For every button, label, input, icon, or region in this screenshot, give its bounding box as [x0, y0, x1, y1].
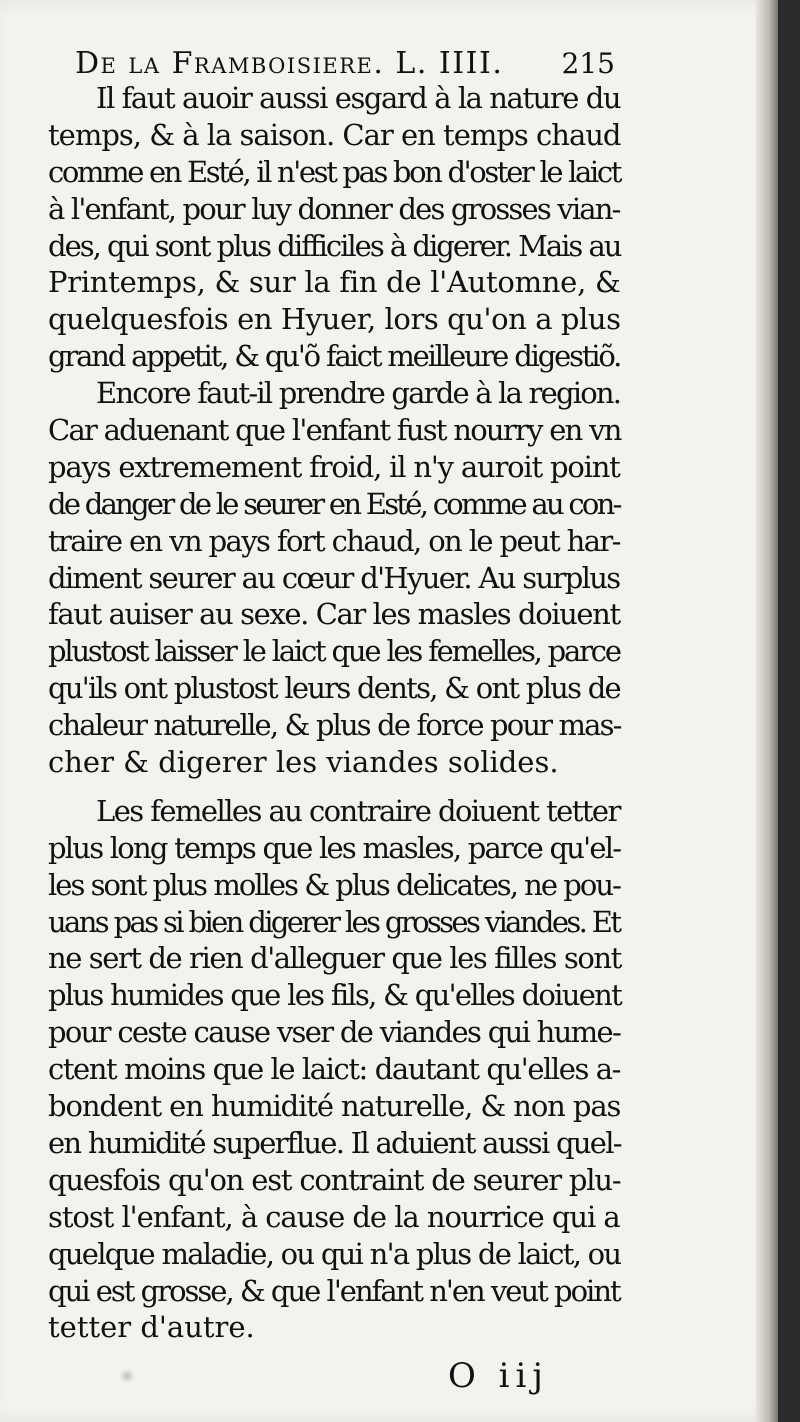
text-line: ctent moins que le laict: dautant qu'elles a- — [48, 1052, 621, 1087]
text-line: chaleur naturelle, & plus de force pour mas- — [48, 708, 621, 743]
running-header — [75, 46, 615, 81]
text-line: à l'enfant, pour luy donner des grosses vian- — [48, 191, 620, 226]
page-number: 215 — [561, 47, 615, 80]
text-line: cher & digerer les viandes solides. — [48, 745, 559, 780]
bleed-through — [610, 80, 760, 680]
text-line: plustost laisser le laict que les femelles, parce — [48, 634, 620, 669]
text-line: en humidité superflue. Il aduient aussi quel- — [48, 1125, 621, 1160]
text-line: temps, & à la saison. Car en temps chaud — [48, 117, 621, 152]
text-line: grand appetit, & qu'õ faict meilleure digestiõ. — [48, 339, 621, 374]
text-line: pour ceste cause vser de viandes qui hume- — [48, 1015, 621, 1050]
text-line: stost l'enfant, à cause de la nourrice qui a — [48, 1199, 620, 1234]
text-line: plus humides que les fils, & qu'elles doiuent — [48, 978, 622, 1013]
text-line: diment seurer au cœur d'Hyuer. Au surplus — [48, 560, 620, 595]
text-line: Il faut auoir aussi esgard à la nature du — [96, 81, 621, 115]
text-line: tetter d'autre. — [48, 1310, 255, 1345]
body-text — [48, 80, 620, 1346]
text-line: Encore faut-il prendre garde à la region. — [96, 376, 621, 411]
text-line: qu'ils ont plustost leurs dents, & ont plus de — [48, 671, 620, 706]
text-line: Les femelles au contraire doiuent tetter — [96, 793, 620, 828]
text-line: comme en Esté, il n'est pas bon d'oster le laict — [48, 154, 621, 189]
text-line: quelque maladie, ou qui n'a plus de laict, ou — [48, 1236, 621, 1271]
text-line: traire en vn pays fort chaud, on le peut har- — [48, 523, 620, 558]
text-line: qui est grosse, & que l'enfant n'en veut point — [48, 1273, 620, 1308]
ink-speck — [118, 1370, 136, 1382]
text-line: les sont plus molles & plus delicates, ne pou- — [48, 867, 620, 902]
text-line: quelquesfois en Hyuer, lors qu'on a plus — [48, 302, 621, 337]
paragraph-gap — [48, 781, 620, 793]
text-line: pays extremement froid, il n'y auroit point — [48, 449, 620, 484]
signature-mark: O iij — [448, 1356, 549, 1396]
text-line: Printemps, & sur la fin de l'Automne, & — [48, 265, 621, 300]
running-title: De la Framboisiere. L. IIII. — [75, 46, 504, 81]
text-line: Car aduenant que l'enfant fust nourry en vn — [48, 413, 621, 448]
text-line: faut auiser au sexe. Car les masles doiuent — [48, 597, 620, 632]
text-line: ne sert de rien d'alleguer que les filles sont — [48, 941, 621, 976]
text-line: de danger de le seurer en Esté, comme au con- — [48, 486, 620, 521]
text-line: bondent en humidité naturelle, & non pas — [48, 1089, 621, 1124]
text-line: plus long temps que les masles, parce qu'el- — [48, 830, 621, 865]
text-line: quesfois qu'on est contraint de seurer plu- — [48, 1162, 621, 1197]
text-line: des, qui sont plus difficiles à digerer. Mais au — [48, 228, 621, 263]
text-line: uans pas si bien digerer les grosses viandes. Et — [48, 904, 620, 939]
